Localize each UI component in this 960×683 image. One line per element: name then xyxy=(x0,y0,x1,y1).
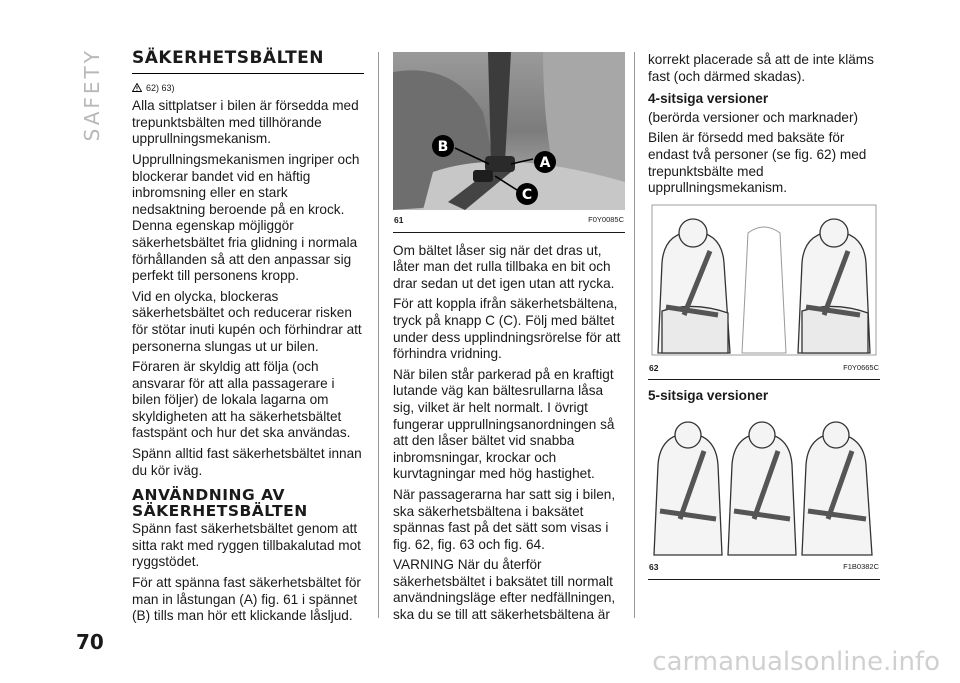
three-seat-rear-belts-illustration xyxy=(648,407,880,557)
figure-caption xyxy=(648,557,880,579)
column-2 xyxy=(393,52,625,628)
figure-number: 62 xyxy=(649,362,659,373)
subheading-5-seat: 5-sitsiga versioner xyxy=(648,388,769,404)
paragraph: VARNING När du återför säkerhetsbältet i baksätet till normalt användningsläge efter nedfällningen, ska du se till att säkerhetsbältena är xyxy=(393,557,616,623)
figure-code: F0Y0085C xyxy=(588,215,624,224)
warning-references xyxy=(132,80,364,97)
svg-text:B: B xyxy=(437,139,449,155)
paragraph: Vid en olycka, blockeras säkerhetsbältet och reducerar risken för stötar inuti kupén och förhindrar att personerna slungas ut ur bilen. xyxy=(132,288,362,354)
watermark: carmanualsonline.info xyxy=(652,647,940,677)
two-seat-rear-belts-illustration xyxy=(648,203,880,358)
paragraph: Spänn alltid fast säkerhetsbältet innan du kör iväg. xyxy=(132,446,362,478)
svg-text:A: A xyxy=(539,155,551,171)
section-side-label: SAFETY xyxy=(80,48,104,142)
svg-text:C: C xyxy=(521,187,533,203)
figure-61 xyxy=(393,52,625,233)
page-number: 70 xyxy=(76,630,104,654)
column-divider xyxy=(378,52,379,618)
figure-62 xyxy=(648,203,880,381)
figure-code: F1B0382C xyxy=(843,561,879,571)
page-title: SÄKERHETSBÄLTEN xyxy=(132,50,364,74)
seat-belt-buckle-illustration xyxy=(393,52,625,210)
paragraph: Föraren är skyldig att följa (och ansvarar för att alla passagerare i bilen följer) de lokala lagarna om skyldigheten att ha säkerhetsbältet fastspänt och hur det ska användas. xyxy=(132,359,351,441)
paragraph: För att koppla ifrån säkerhetsbältena, tryck på knapp C (C). Följ med bältet under dess upplindningsrörelse för att förhindra vridning. xyxy=(393,296,621,362)
warning-icon xyxy=(132,83,142,92)
paragraph: Alla sittplatser i bilen är försedda med trepunktsbälten med tillhörande upprullningsmekanism. xyxy=(132,98,359,147)
paragraph: För att spänna fast säkerhetsbältet för man in låstungan (A) fig. 61 i spännet (B) tills man hör ett klickande låsljud. xyxy=(132,575,361,624)
paragraph: Spänn fast säkerhetsbältet genom att sitta rakt med ryggen tillbakalutad mot ryggstödet. xyxy=(132,521,361,570)
column-divider xyxy=(634,52,635,618)
figure-63 xyxy=(648,407,880,580)
figure-code: F0Y0665C xyxy=(843,362,879,372)
paragraph: När passagerarna har satt sig i bilen, ska säkerhetsbältena i baksätet spännas fast på det sätt som visas i fig. 62, fig. 63 och fig. 64. xyxy=(393,486,616,552)
figure-number: 63 xyxy=(649,561,659,572)
paragraph: korrekt placerade så att de inte kläms fast (och därmed skadas). xyxy=(648,52,874,84)
figure-caption xyxy=(648,358,880,380)
column-3 xyxy=(648,52,880,590)
paragraph: (berörda versioner och marknader) xyxy=(648,109,859,125)
paragraph: Bilen är försedd med baksäte för endast två personer (se fig. 62) med trepunktsbälte med upprullningsmekanism. xyxy=(648,130,867,196)
paragraph: När bilen står parkerad på en kraftigt lutande väg kan bältesrullarna låsa sig, vilket är helt normalt. I övrigt fungerar upprullningsanordningen så att den låser bältet vid snabba inbromsningar, krockar och kurvtagningar med hög hastighet. xyxy=(393,366,615,482)
figure-number: 61 xyxy=(394,215,404,225)
reference-numbers: 62) 63) xyxy=(146,82,175,93)
paragraph: Om bältet låser sig när det dras ut, låter man det rulla tillbaka en bit och drar sedan ut det igen utan att rycka. xyxy=(393,242,615,291)
column-1 xyxy=(132,50,364,629)
section-heading: ANVÄNDNING AV SÄKERHETSBÄLTEN xyxy=(132,486,308,521)
paragraph: Upprullningsmekanismen ingriper och blockerar bandet vid en häftig inbromsning eller en stark nedsaktning beroende på en krock. Denna egenskap möjliggör säkerhetsbältet fria glidning i normala förhållanden så att den anpassar sig perfekt till personens kropp. xyxy=(132,151,360,284)
subheading-4-seat: 4-sitsiga versioner xyxy=(648,91,769,107)
figure-caption xyxy=(393,210,625,232)
